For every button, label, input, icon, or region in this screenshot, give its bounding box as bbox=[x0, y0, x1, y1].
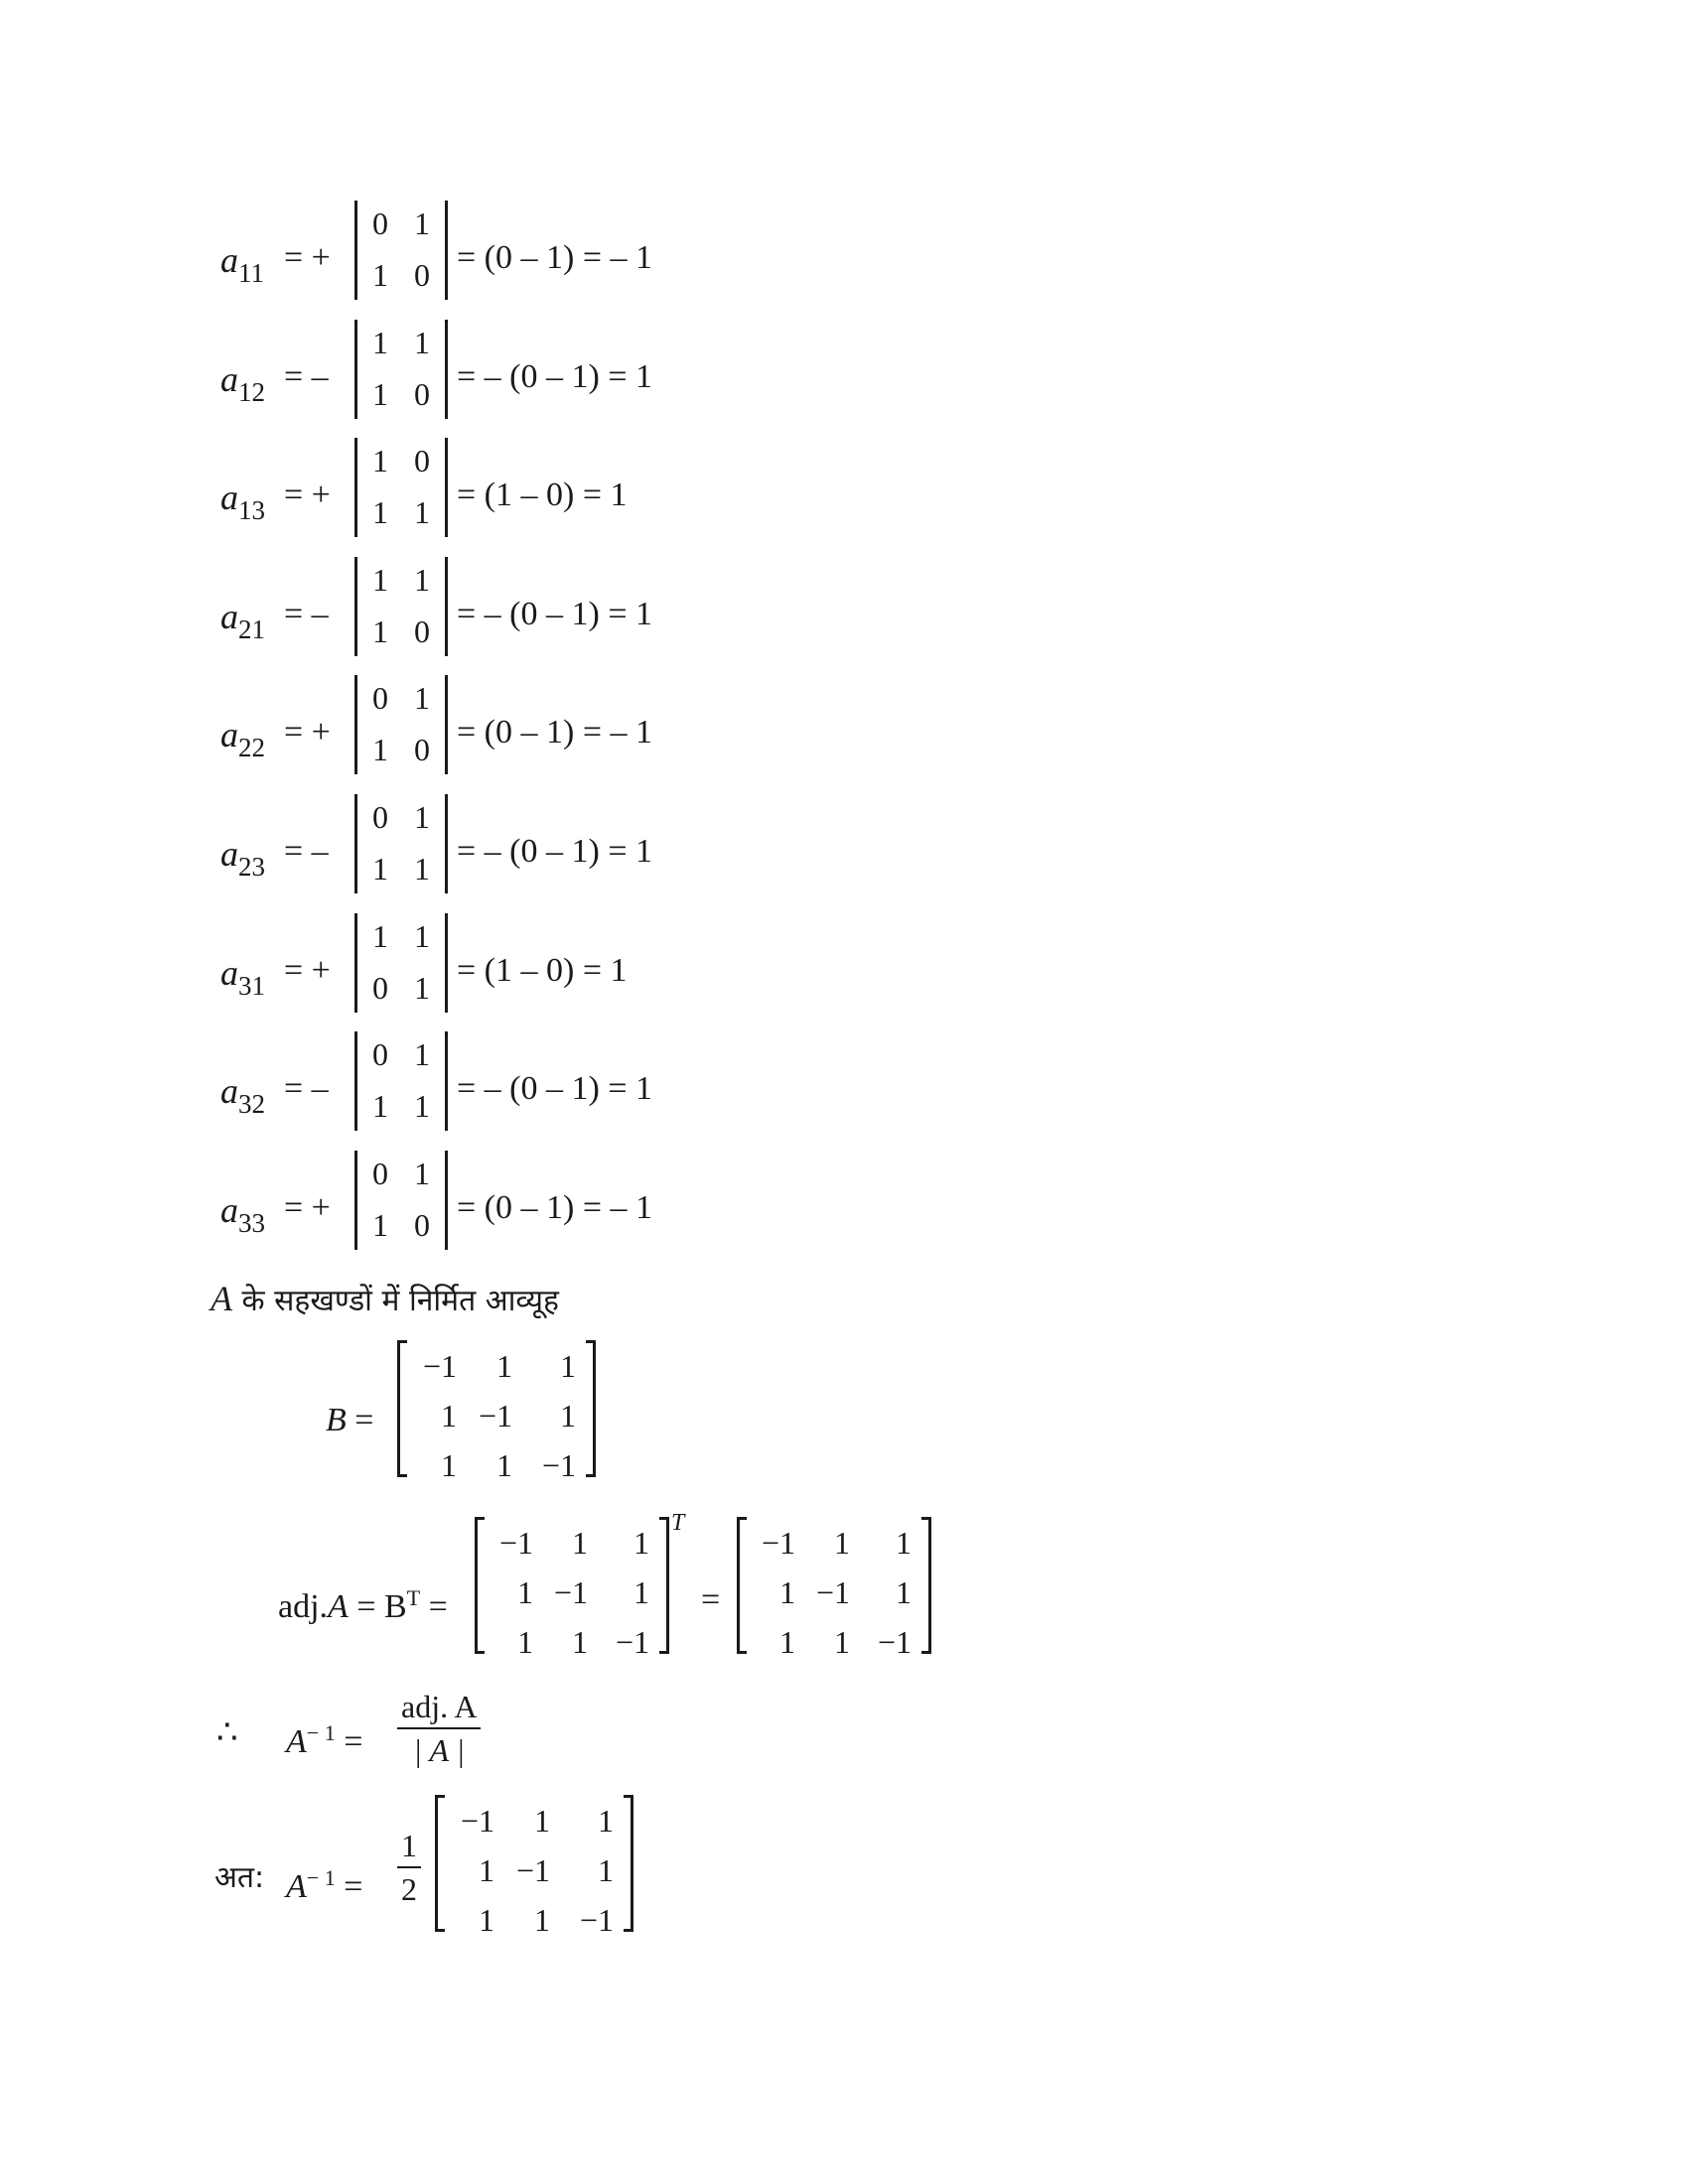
half-bar bbox=[397, 1866, 421, 1868]
cofactor-row bbox=[220, 1151, 915, 1260]
determinant-entry: 1 bbox=[414, 494, 430, 530]
cofactor-label: $a_{33}$ bbox=[220, 1190, 265, 1238]
matrix-entry: 1 bbox=[896, 1525, 912, 1561]
determinant-entry: 0 bbox=[372, 1036, 388, 1072]
determinant-entry: 0 bbox=[414, 257, 430, 293]
matrix-entry: 1 bbox=[496, 1447, 512, 1483]
adj-lhs: $adj.A = B^T$ = bbox=[278, 1585, 448, 1626]
determinant-entry: 1 bbox=[414, 325, 430, 360]
determinant-entry: 1 bbox=[372, 918, 388, 954]
determinant-entry: 1 bbox=[414, 1156, 430, 1191]
determinant-entry: 1 bbox=[372, 443, 388, 478]
right-bracket bbox=[921, 1517, 931, 1654]
matrix-entry: 1 bbox=[598, 1852, 614, 1888]
cofactor-result: = – (0 – 1) = 1 bbox=[457, 1070, 652, 1107]
determinant-entry: 1 bbox=[372, 325, 388, 360]
therefore-symbol: ∴ bbox=[216, 1714, 238, 1751]
cofactor-label: $a_{11}$ bbox=[220, 240, 264, 288]
determinant-entry: 1 bbox=[414, 680, 430, 716]
cofactor-row bbox=[220, 1031, 915, 1141]
cofactor-row bbox=[220, 438, 915, 547]
matrix-entry: −1 bbox=[761, 1525, 795, 1561]
determinant-entry: 0 bbox=[414, 732, 430, 767]
final-matrix bbox=[435, 1795, 633, 1938]
cofactor-label: $a_{12}$ bbox=[220, 359, 265, 407]
caption-var: A bbox=[211, 1279, 232, 1318]
determinant-entry: 1 bbox=[414, 562, 430, 598]
cofactor-sign: = + bbox=[284, 239, 331, 276]
cofactor-result: = (0 – 1) = – 1 bbox=[457, 714, 652, 751]
right-bracket bbox=[659, 1517, 669, 1654]
determinant-entry: 1 bbox=[372, 614, 388, 649]
cofactor-label: $a_{31}$ bbox=[220, 953, 265, 1001]
cofactor-row bbox=[220, 320, 915, 429]
determinant-entry: 1 bbox=[372, 1207, 388, 1243]
fraction-denominator: | A | bbox=[413, 1732, 466, 1768]
half-denominator: 2 bbox=[401, 1871, 417, 1907]
matrix-entry: −1 bbox=[553, 1574, 588, 1610]
matrix-entry: 1 bbox=[779, 1574, 795, 1610]
cofactor-result: = (1 – 0) = 1 bbox=[457, 952, 628, 989]
determinant-entry: 1 bbox=[414, 970, 430, 1006]
cofactor-sign: = – bbox=[284, 358, 329, 395]
minor-determinant bbox=[354, 557, 448, 656]
determinant-entry: 1 bbox=[372, 376, 388, 412]
fraction-bar bbox=[397, 1727, 481, 1729]
determinant-entry: 0 bbox=[372, 799, 388, 835]
matrix-entry: 1 bbox=[834, 1525, 850, 1561]
matrix-entry: 1 bbox=[896, 1574, 912, 1610]
determinant-entry: 0 bbox=[372, 1156, 388, 1191]
adj-matrix bbox=[737, 1517, 931, 1660]
matrix-entry: 1 bbox=[441, 1398, 457, 1433]
adj-over-det-fraction bbox=[397, 1688, 481, 1769]
determinant-entry: 0 bbox=[414, 1207, 430, 1243]
cofactor-row bbox=[220, 794, 915, 903]
matrix-entry: 1 bbox=[441, 1447, 457, 1483]
matrix-entry: −1 bbox=[460, 1803, 494, 1839]
half-fraction bbox=[397, 1827, 421, 1908]
determinant-entry: 1 bbox=[372, 562, 388, 598]
determinant-entry: 1 bbox=[372, 494, 388, 530]
matrix-entry: 1 bbox=[779, 1624, 795, 1660]
cofactor-result: = – (0 – 1) = 1 bbox=[457, 596, 652, 632]
right-bracket bbox=[624, 1795, 633, 1932]
matrix-entry: 1 bbox=[633, 1574, 649, 1610]
adj-second-eq: = bbox=[701, 1581, 721, 1618]
matrix-entry: −1 bbox=[877, 1624, 912, 1660]
determinant-entry: 1 bbox=[414, 1036, 430, 1072]
cofactor-result: = – (0 – 1) = 1 bbox=[457, 833, 652, 870]
determinant-entry: 1 bbox=[414, 918, 430, 954]
cofactor-sign: = + bbox=[284, 714, 331, 751]
cofactor-sign: = + bbox=[284, 1189, 331, 1226]
matrix-entry: 1 bbox=[598, 1803, 614, 1839]
adj-matrix-transposed bbox=[475, 1517, 669, 1660]
determinant-entry: 1 bbox=[372, 257, 388, 293]
cofactor-result: = – (0 – 1) = 1 bbox=[457, 358, 652, 395]
minor-determinant bbox=[354, 794, 448, 893]
inverse-lhs: $A^{- 1}$ = bbox=[286, 1720, 363, 1761]
matrix-entry: 1 bbox=[517, 1624, 533, 1660]
determinant-entry: 1 bbox=[414, 1088, 430, 1124]
matrix-b-label: B = bbox=[326, 1402, 374, 1438]
matrix-entry: 1 bbox=[534, 1803, 550, 1839]
determinant-entry: 0 bbox=[414, 376, 430, 412]
determinant-entry: 1 bbox=[414, 851, 430, 887]
matrix-entry: −1 bbox=[579, 1902, 614, 1938]
matrix-entry: −1 bbox=[541, 1447, 576, 1483]
cofactor-label: $a_{22}$ bbox=[220, 715, 265, 762]
determinant-entry: 0 bbox=[414, 614, 430, 649]
final-lhs: $A^{- 1}$ = bbox=[286, 1865, 363, 1906]
cofactor-sign: = – bbox=[284, 1070, 329, 1107]
determinant-entry: 1 bbox=[414, 205, 430, 241]
cofactor-sign: = + bbox=[284, 477, 331, 513]
cofactor-label: $a_{21}$ bbox=[220, 597, 265, 644]
cofactor-result: = (1 – 0) = 1 bbox=[457, 477, 628, 513]
matrix-entry: 1 bbox=[572, 1525, 588, 1561]
cofactor-row bbox=[220, 557, 915, 666]
minor-determinant bbox=[354, 1151, 448, 1250]
determinant-entry: 1 bbox=[414, 799, 430, 835]
right-bracket bbox=[586, 1340, 596, 1477]
minor-determinant bbox=[354, 913, 448, 1013]
matrix-entry: 1 bbox=[517, 1574, 533, 1610]
matrix-entry: 1 bbox=[560, 1348, 576, 1384]
matrix-entry: 1 bbox=[479, 1852, 494, 1888]
matrix-entry: −1 bbox=[515, 1852, 550, 1888]
determinant-entry: 1 bbox=[372, 732, 388, 767]
matrix-entry: −1 bbox=[422, 1348, 457, 1384]
transpose-superscript: T bbox=[671, 1510, 685, 1536]
cofactor-result: = (0 – 1) = – 1 bbox=[457, 239, 652, 276]
cofactor-result: = (0 – 1) = – 1 bbox=[457, 1189, 652, 1226]
cofactor-row bbox=[220, 201, 915, 310]
cofactor-sign: = – bbox=[284, 596, 329, 632]
matrix-entry: −1 bbox=[498, 1525, 533, 1561]
minor-determinant bbox=[354, 201, 448, 300]
half-numerator: 1 bbox=[401, 1828, 417, 1863]
matrix-entry: 1 bbox=[560, 1398, 576, 1433]
matrix-entry: 1 bbox=[479, 1902, 494, 1938]
final-prefix: अत: bbox=[214, 1860, 265, 1895]
minor-determinant bbox=[354, 438, 448, 537]
minor-determinant bbox=[354, 1031, 448, 1131]
determinant-entry: 1 bbox=[372, 851, 388, 887]
determinant-entry: 0 bbox=[372, 680, 388, 716]
matrix-b bbox=[397, 1340, 596, 1483]
caption-text: के सहखण्डों में निर्मित आव्यूह bbox=[232, 1284, 559, 1318]
matrix-entry: −1 bbox=[615, 1624, 649, 1660]
cofactor-label: $a_{32}$ bbox=[220, 1071, 265, 1119]
cofactor-row bbox=[220, 675, 915, 784]
matrix-entry: −1 bbox=[478, 1398, 512, 1433]
cofactor-label: $a_{23}$ bbox=[220, 834, 265, 882]
hindi-caption bbox=[211, 1279, 559, 1321]
determinant-entry: 0 bbox=[372, 970, 388, 1006]
cofactor-sign: = – bbox=[284, 833, 329, 870]
matrix-entry: 1 bbox=[572, 1624, 588, 1660]
fraction-numerator: adj. A bbox=[401, 1689, 478, 1724]
matrix-entry: 1 bbox=[496, 1348, 512, 1384]
determinant-entry: 0 bbox=[414, 443, 430, 478]
cofactor-sign: = + bbox=[284, 952, 331, 989]
minor-determinant bbox=[354, 320, 448, 419]
minor-determinant bbox=[354, 675, 448, 774]
determinant-entry: 0 bbox=[372, 205, 388, 241]
matrix-entry: 1 bbox=[834, 1624, 850, 1660]
matrix-entry: 1 bbox=[534, 1902, 550, 1938]
determinant-entry: 1 bbox=[372, 1088, 388, 1124]
cofactor-label: $a_{13}$ bbox=[220, 478, 265, 525]
matrix-entry: 1 bbox=[633, 1525, 649, 1561]
cofactor-row bbox=[220, 913, 915, 1023]
matrix-entry: −1 bbox=[815, 1574, 850, 1610]
